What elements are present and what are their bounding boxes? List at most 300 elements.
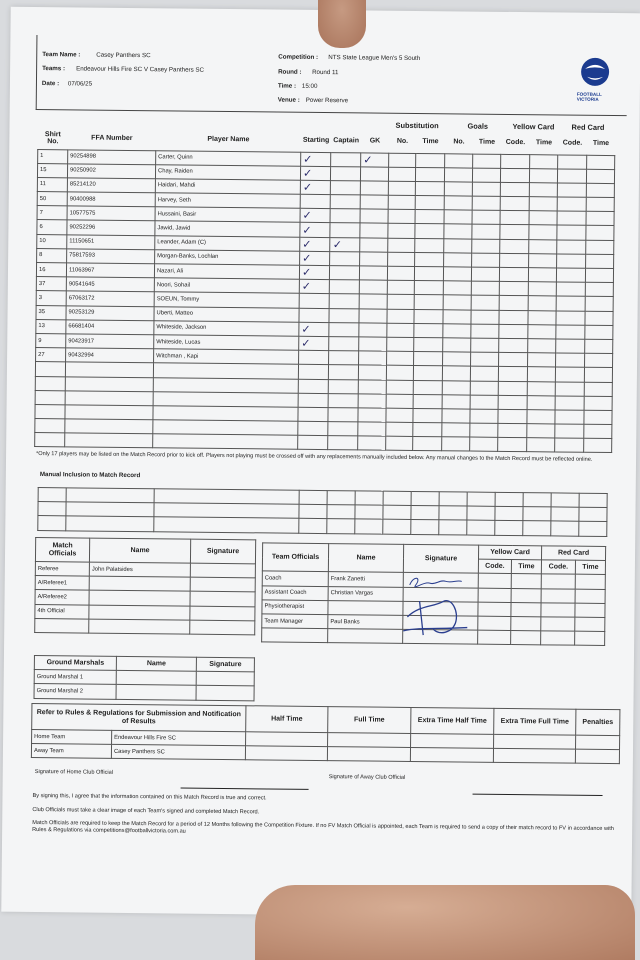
ffa-number: 11063967: [66, 263, 154, 278]
stat-cell: [445, 153, 473, 167]
shirt-number: 1: [38, 149, 68, 164]
manual-cell: [495, 521, 523, 535]
manual-cell: [495, 507, 523, 521]
stat-cell: [586, 268, 614, 282]
gk-tick: [360, 238, 388, 252]
official-signature: [190, 606, 255, 621]
result-cell: [245, 746, 327, 761]
team-official-cell: [478, 616, 511, 631]
teams-label: Teams :: [42, 65, 66, 73]
shirt-number: 7: [37, 206, 67, 221]
manual-inclusion-table-wrap: [37, 487, 607, 537]
substitution-group-header: Substitution: [395, 120, 439, 131]
shirt-number: 11: [37, 177, 67, 192]
stat-cell: [472, 196, 500, 210]
stat-cell: [586, 240, 614, 254]
empty-cell: [470, 366, 498, 380]
stat-cell: [415, 224, 444, 238]
team-official-cell: [478, 588, 511, 603]
to-rc-time: Time: [575, 560, 605, 575]
starting-tick: ✓: [299, 265, 330, 280]
col-rc-code: Code.: [562, 139, 583, 147]
empty-cell: [328, 629, 403, 644]
ffa-number: 90423917: [66, 334, 154, 349]
football-victoria-logo: [577, 57, 617, 102]
stat-cell: [472, 239, 500, 253]
stat-cell: [499, 296, 528, 310]
official-signature: [190, 563, 255, 578]
empty-cell: [358, 365, 386, 379]
empty-cell: [35, 404, 65, 419]
results-table-wrap: [31, 703, 621, 765]
manual-inclusion-table: [37, 487, 607, 537]
empty-cell: [386, 365, 413, 379]
stat-cell: [529, 268, 557, 282]
time-label: Time :: [277, 82, 297, 90]
player-name: Noori, Sohail: [154, 278, 299, 294]
venue-label: Venue :: [277, 96, 300, 104]
stat-cell: [557, 211, 586, 225]
logo-text-2: VICTORIA: [576, 96, 599, 102]
empty-cell: [442, 366, 470, 380]
empty-cell: [555, 381, 584, 395]
ffa-number: 67063172: [66, 291, 154, 306]
away-signature-line: [473, 794, 603, 796]
stat-cell: [530, 168, 558, 182]
stat-cell: [471, 295, 499, 309]
empty-cell: [413, 408, 442, 422]
stat-cell: [585, 311, 613, 325]
stat-cell: [585, 325, 613, 339]
stat-cell: [587, 169, 615, 183]
empty-cell: [555, 424, 584, 438]
ffa-number: 66681404: [66, 320, 154, 335]
captain-tick: [330, 280, 360, 294]
result-cell: [327, 747, 410, 762]
gk-tick: [360, 252, 388, 266]
results-table: [31, 703, 621, 765]
gk-tick: [360, 181, 388, 195]
col-ffa: FFA Number: [91, 134, 133, 143]
stat-cell: [585, 282, 613, 296]
empty-cell: [584, 368, 612, 382]
gk-tick: [359, 323, 387, 337]
stat-cell: [557, 240, 586, 254]
ffa-number: 90253129: [66, 305, 154, 320]
half-time-header: Half Time: [246, 706, 328, 733]
stat-cell: [416, 153, 445, 167]
empty-cell: [584, 424, 612, 438]
empty-cell: [329, 365, 359, 379]
to-yc-code: Code.: [478, 559, 511, 574]
full-time-header: Full Time: [328, 707, 411, 734]
result-cell: [328, 733, 411, 748]
col-goal-time: Time: [478, 138, 496, 147]
stat-cell: [471, 281, 499, 295]
stat-cell: [557, 254, 586, 268]
team-official-cell: [541, 588, 575, 603]
stat-cell: [556, 311, 585, 325]
empty-cell: [262, 628, 328, 643]
empty-cell: [153, 406, 298, 422]
stat-cell: [415, 181, 444, 195]
stat-cell: [387, 280, 414, 294]
empty-cell: [442, 423, 470, 437]
manual-cell: [299, 490, 327, 504]
stat-cell: [414, 337, 443, 351]
result-cell: [411, 733, 494, 748]
gk-tick: [360, 195, 388, 209]
note-3: Match Officials are required to keep the Match Record for a period of 12 Months following the Competition Fixture. If no FV Match Official is appointed, each Team is required to send a copy of their match record to FV in accordance with Rules & Regulations via competitions@footballvictoria.com.au: [32, 819, 614, 835]
stat-cell: [414, 323, 443, 337]
empty-cell: [470, 437, 498, 451]
captain-tick: [329, 351, 359, 365]
thumb-top: [318, 0, 366, 48]
result-team: Endeavour Hills Fire SC: [112, 730, 246, 746]
stat-cell: [530, 154, 558, 168]
stat-cell: [444, 267, 472, 281]
stat-cell: [443, 281, 471, 295]
manual-cell: [439, 520, 467, 534]
stat-cell: [473, 154, 501, 168]
manual-cell: [411, 491, 439, 505]
stat-cell: [528, 353, 556, 367]
date-label: Date :: [41, 80, 60, 88]
team-official-cell: [575, 589, 605, 604]
stat-cell: [528, 310, 556, 324]
team-official-name: Christian Vargas: [328, 586, 403, 601]
player-name: Uberti, Matteo: [154, 306, 299, 322]
stat-cell: [414, 295, 443, 309]
manual-cell: [383, 520, 411, 534]
stat-cell: [529, 253, 557, 267]
manual-cell: [411, 506, 439, 520]
stat-cell: [587, 155, 615, 169]
players-footnote: *Only 17 players may be listed on the Match Record prior to kick off. Players not playing must be crossed off with any replacements manually included below. Any manual changes to the Match Record must be reflected online.: [36, 451, 593, 463]
empty-cell: [470, 409, 498, 423]
to-yc-time: Time: [511, 560, 541, 575]
manual-cell: [383, 491, 411, 505]
empty-cell: [65, 405, 153, 420]
manual-cell: [66, 516, 154, 531]
team-name-value: Casey Panthers SC: [96, 51, 151, 60]
empty-cell: [442, 380, 470, 394]
empty-cell: [358, 379, 386, 393]
team-official-cell: [541, 617, 575, 632]
empty-cell: [65, 419, 153, 434]
empty-cell: [35, 362, 65, 377]
result-cell: [576, 735, 620, 750]
player-name: Nazari, Ali: [154, 264, 299, 280]
stat-cell: [557, 183, 586, 197]
stat-cell: [443, 309, 471, 323]
col-rc-time: Time: [592, 140, 610, 148]
col-sub-no: No.: [396, 138, 409, 146]
empty-cell: [298, 407, 329, 422]
stat-cell: [444, 253, 472, 267]
empty-cell: [527, 395, 555, 409]
empty-cell: [511, 631, 541, 646]
empty-cell: [358, 394, 386, 408]
manual-cell: [383, 505, 411, 519]
players-table-body: [35, 149, 615, 453]
empty-cell: [35, 433, 65, 448]
match-officials-signature-header: Signature: [190, 539, 255, 564]
stat-cell: [500, 225, 529, 239]
stat-cell: [389, 167, 416, 181]
ground-marshal-signature: [196, 686, 254, 701]
empty-cell: [89, 619, 190, 634]
ffa-number: 90250902: [67, 164, 155, 179]
starting-tick: ✓: [301, 152, 332, 167]
captain-tick: [331, 195, 361, 209]
col-captain: Captain: [333, 137, 360, 145]
empty-cell: [65, 362, 153, 377]
stat-cell: [586, 226, 614, 240]
team-officials-header: Team Officials: [262, 543, 328, 572]
stat-cell: [556, 296, 585, 310]
captain-tick: [331, 166, 361, 180]
stat-cell: [499, 310, 528, 324]
stat-cell: [387, 295, 414, 309]
stat-cell: [528, 324, 556, 338]
manual-cell: [355, 491, 383, 505]
official-name: [89, 605, 190, 620]
manual-cell: [439, 506, 467, 520]
stat-cell: [501, 154, 530, 168]
manual-cell: [467, 506, 495, 520]
empty-cell: [498, 409, 527, 423]
shirt-number: 15: [37, 163, 67, 178]
stat-cell: [443, 324, 471, 338]
ground-marshals-header: Ground Marshals: [34, 656, 116, 671]
player-name: Whiteside, Jackson: [154, 320, 299, 336]
ffa-number: 85214120: [67, 178, 155, 193]
empty-cell: [35, 390, 65, 405]
official-name: John Palatsides: [89, 562, 190, 577]
stat-cell: [586, 254, 614, 268]
empty-cell: [442, 409, 470, 423]
col-gk: GK: [369, 137, 381, 145]
stat-cell: [500, 267, 529, 281]
yellow-card-group-header: Yellow Card: [512, 121, 555, 132]
stat-cell: [444, 238, 472, 252]
captain-tick: [331, 152, 361, 166]
stat-cell: [529, 197, 557, 211]
stat-cell: [388, 238, 415, 252]
result-cell: [493, 749, 575, 764]
team-official-cell: [511, 588, 541, 603]
empty-cell: [35, 618, 89, 633]
captain-tick: [330, 294, 360, 308]
stat-cell: [387, 351, 414, 365]
captain-tick: ✓: [330, 237, 360, 251]
stat-cell: [443, 295, 471, 309]
stat-cell: [499, 338, 528, 352]
team-official-cell: [575, 575, 605, 590]
stat-cell: [529, 225, 557, 239]
team-official-cell: [478, 602, 511, 617]
empty-cell: [470, 395, 498, 409]
stat-cell: [473, 168, 501, 182]
starting-tick: ✓: [300, 237, 331, 252]
stat-cell: [529, 183, 557, 197]
manual-cell: [411, 520, 439, 534]
stat-cell: [557, 225, 586, 239]
shirt-number: 6: [37, 220, 67, 235]
shirt-number: 37: [36, 277, 66, 292]
captain-tick: [329, 337, 359, 351]
official-role: A/Referee1: [35, 576, 89, 591]
penalties-header: Penalties: [576, 709, 620, 735]
stat-cell: [500, 196, 529, 210]
empty-cell: [328, 407, 358, 421]
manual-cell: [38, 516, 66, 530]
result-cell: [494, 734, 576, 749]
stat-cell: [471, 324, 499, 338]
team-official-role: Assistant Coach: [262, 585, 328, 600]
stat-cell: [499, 282, 528, 296]
col-sub-time: Time: [422, 138, 439, 146]
stat-cell: [445, 167, 473, 181]
ground-marshal-name: [116, 671, 196, 686]
ffa-number: 90541645: [66, 277, 154, 292]
team-name-label: Team Name :: [42, 51, 81, 59]
stat-cell: [472, 253, 500, 267]
result-label: Away Team: [31, 744, 111, 759]
empty-cell: [498, 395, 527, 409]
empty-cell: [498, 381, 527, 395]
ground-marshals-table-wrap: [34, 655, 255, 701]
captain-tick: [330, 209, 360, 223]
manual-cell: [579, 522, 607, 536]
stat-cell: [557, 268, 586, 282]
player-name: SOEUN, Tommy: [154, 292, 299, 308]
ground-marshal-role: Ground Marshal 1: [34, 670, 116, 685]
stat-cell: [387, 323, 414, 337]
gk-tick: [360, 209, 388, 223]
col-player: Player Name: [207, 136, 250, 144]
empty-cell: [413, 437, 442, 451]
match-officials-name-header: Name: [89, 538, 190, 563]
team-official-cell: [478, 574, 511, 589]
col-yc-time: Time: [535, 139, 553, 147]
team-officials-name-header: Name: [328, 544, 403, 573]
official-role: A/Referee2: [35, 590, 89, 605]
starting-tick: ✓: [300, 223, 331, 238]
competition-label: Competition :: [278, 53, 319, 61]
result-label: Home Team: [32, 729, 112, 744]
player-name: Jawid, Jawid: [155, 221, 300, 237]
empty-cell: [358, 408, 386, 422]
starting-tick: ✓: [299, 279, 330, 294]
col-goal-no: No.: [453, 138, 465, 146]
empty-cell: [584, 410, 612, 424]
empty-cell: [35, 419, 65, 434]
manual-cell: [66, 502, 154, 517]
stat-cell: [586, 183, 614, 197]
official-role: 4th Official: [35, 604, 89, 619]
players-table: [34, 127, 615, 453]
stat-cell: [499, 324, 528, 338]
player-name: Morgan-Banks, Lochlan: [155, 250, 300, 266]
col-yc-code: Code.: [505, 139, 526, 147]
shirt-number: 9: [36, 333, 66, 348]
empty-cell: [358, 436, 386, 450]
gk-tick: ✓: [361, 152, 389, 166]
manual-cell: [154, 517, 299, 533]
team-officials-red-header: Red Card: [541, 546, 605, 561]
stat-cell: [500, 253, 529, 267]
player-name: Witchman , Kapi: [154, 349, 299, 365]
starting-tick: ✓: [300, 180, 331, 195]
empty-cell: [442, 394, 470, 408]
empty-cell: [584, 382, 612, 396]
player-name: Leander, Adam (C): [155, 235, 300, 251]
official-name: [89, 590, 190, 605]
empty-cell: [478, 630, 511, 645]
gk-tick: [359, 294, 387, 308]
starting-tick: [299, 308, 330, 323]
to-rc-code: Code.: [541, 560, 575, 575]
et-half-header: Extra Time Half Time: [411, 707, 494, 734]
stat-cell: [529, 211, 557, 225]
team-official-role: Team Manager: [262, 614, 328, 629]
team-official-name: [328, 600, 403, 615]
away-signature-label: Signature of Away Club Official: [328, 774, 406, 781]
official-role: Referee: [35, 562, 89, 577]
empty-cell: [298, 421, 329, 436]
official-name: [89, 576, 190, 591]
shirt-number: 50: [37, 192, 67, 207]
shirt-number: 3: [36, 291, 66, 306]
manual-cell: [551, 493, 579, 507]
empty-cell: [386, 436, 413, 450]
empty-cell: [153, 391, 298, 407]
stat-cell: [388, 266, 415, 280]
empty-cell: [65, 433, 153, 448]
stat-cell: [586, 197, 614, 211]
stat-cell: [387, 337, 414, 351]
note-2: Club Officials must take a clear image of each Team's signed and completed Match Record.: [32, 806, 260, 816]
stat-cell: [472, 225, 500, 239]
player-name: Carter, Quinn: [156, 150, 301, 166]
empty-cell: [329, 379, 359, 393]
captain-tick: [329, 308, 359, 322]
stat-cell: [585, 297, 613, 311]
shirt-number: 8: [37, 248, 67, 263]
result-cell: [410, 748, 493, 763]
col-shirt: Shirt No.: [44, 130, 61, 145]
empty-cell: [413, 380, 442, 394]
team-official-cell: [541, 603, 575, 618]
captain-tick: [330, 223, 360, 237]
empty-cell: [298, 393, 329, 408]
stat-cell: [556, 339, 585, 353]
thumb-bottom: [255, 885, 635, 960]
empty-cell: [413, 423, 442, 437]
team-official-cell: [575, 617, 605, 632]
stat-cell: [415, 238, 444, 252]
stat-cell: [444, 210, 472, 224]
stat-cell: [388, 181, 415, 195]
empty-cell: [498, 423, 527, 437]
empty-cell: [555, 396, 584, 410]
stat-cell: [415, 196, 444, 210]
round-label: Round :: [278, 68, 302, 76]
empty-cell: [470, 423, 498, 437]
empty-cell: [498, 438, 527, 452]
